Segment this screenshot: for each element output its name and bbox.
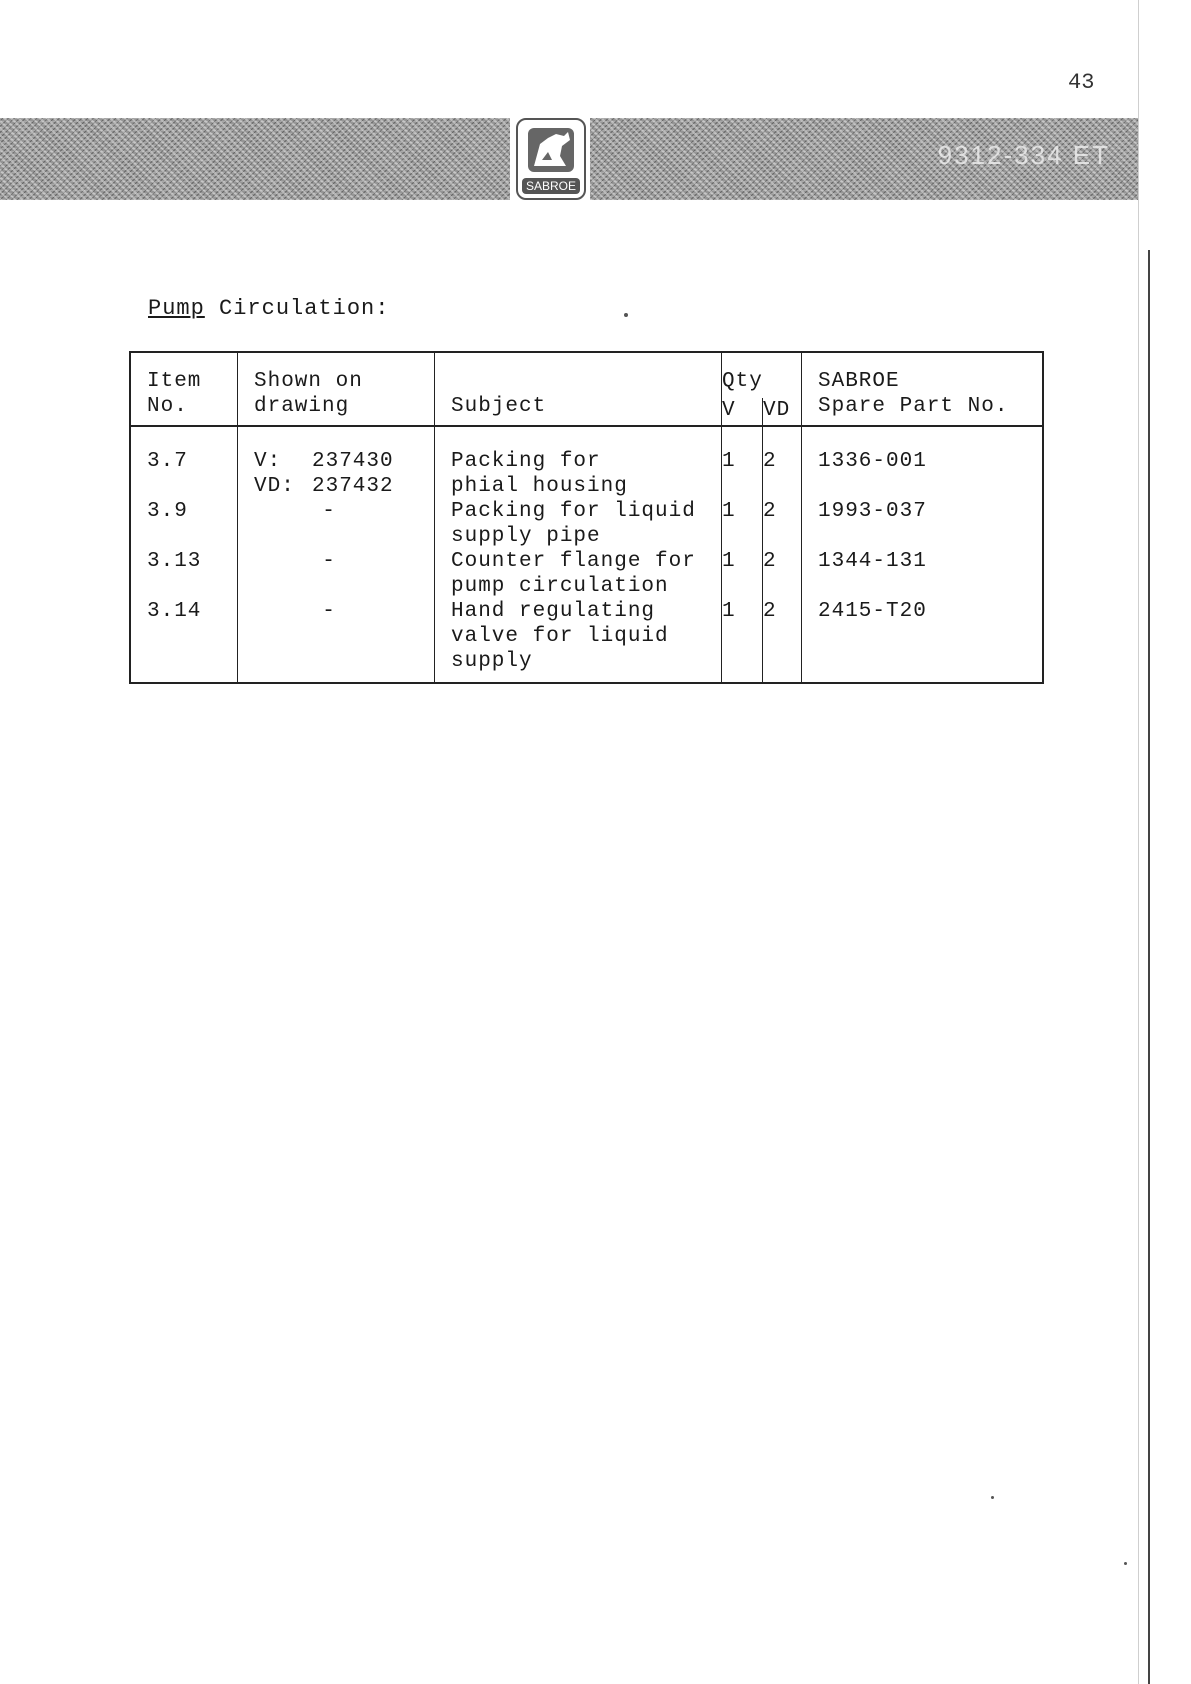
subject-line: Packing for — [451, 450, 601, 473]
header-qty-vd: VD — [763, 398, 802, 426]
shown-pair — [254, 449, 434, 499]
subject-line: Counter flange for — [451, 550, 696, 573]
header-item-no: Item No. — [130, 352, 238, 426]
table-row — [130, 499, 1043, 549]
shown-dash: - — [322, 550, 336, 573]
cell-qty-v: 1 — [722, 426, 763, 499]
header-qty: Qty — [722, 352, 802, 398]
cell-subject — [435, 549, 722, 599]
banner-texture-right — [590, 118, 1138, 200]
cell-qty-vd: 2 — [763, 499, 802, 549]
shown-label: VD: — [254, 475, 295, 498]
banner-texture-left — [0, 118, 510, 200]
cell-part-no: 2415-T20 — [802, 599, 1044, 683]
document-code: 9312-334 ET — [937, 140, 1110, 170]
cell-item: 3.7 — [130, 426, 238, 499]
spare-parts-table — [129, 351, 1044, 684]
subject-line: pump circulation — [451, 575, 669, 598]
binding-margin-line — [1148, 250, 1150, 1684]
cell-item: 3.14 — [130, 599, 238, 683]
table-row — [130, 426, 1043, 499]
shown-value: 237430 — [312, 450, 394, 473]
shown-dash: - — [322, 600, 336, 623]
cell-qty-v: 1 — [722, 499, 763, 549]
section-title-rest: Circulation: — [204, 296, 390, 321]
cell-subject — [435, 426, 722, 499]
cell-item: 3.9 — [130, 499, 238, 549]
cell-qty-v: 1 — [722, 599, 763, 683]
header-subject: Subject — [435, 352, 722, 426]
scan-speck — [991, 1496, 994, 1499]
cell-shown — [238, 499, 435, 549]
subject-line: supply pipe — [451, 525, 601, 548]
cell-part-no: 1344-131 — [802, 549, 1044, 599]
cell-qty-v: 1 — [722, 549, 763, 599]
subject-line: valve for liquid — [451, 625, 669, 648]
cell-qty-vd: 2 — [763, 426, 802, 499]
header-shown-line2: drawing — [254, 395, 350, 418]
header-shown-on-drawing — [238, 352, 435, 426]
section-title-underlined: Pump — [148, 296, 205, 321]
scan-speck — [624, 313, 628, 317]
cell-subject — [435, 599, 722, 683]
cell-shown — [238, 549, 435, 599]
section-title — [148, 296, 389, 321]
cell-shown — [238, 599, 435, 683]
shown-dash: - — [322, 500, 336, 523]
shown-label: V: — [254, 450, 282, 473]
header-banner — [0, 118, 1138, 200]
header-qty-v: V — [722, 398, 763, 426]
table-row — [130, 599, 1043, 683]
subject-line: supply — [451, 650, 533, 673]
sabroe-logo — [516, 118, 586, 200]
page-number: 43 — [1068, 70, 1095, 95]
header-shown-line1: Shown on — [254, 370, 363, 393]
cell-part-no: 1993-037 — [802, 499, 1044, 549]
cell-qty-vd: 2 — [763, 599, 802, 683]
header-spare-part-no — [802, 352, 1044, 426]
logo-label: SABROE — [522, 178, 580, 194]
bear-icon — [526, 126, 576, 174]
page-edge-line — [1138, 0, 1139, 1684]
cell-subject — [435, 499, 722, 549]
header-part-line1: SABROE — [818, 370, 900, 393]
header-part-line2: Spare Part No. — [818, 395, 1009, 418]
table-row — [130, 549, 1043, 599]
cell-item: 3.13 — [130, 549, 238, 599]
cell-part-no: 1336-001 — [802, 426, 1044, 499]
subject-line: Hand regulating — [451, 600, 656, 623]
scan-speck — [1124, 1562, 1127, 1565]
subject-line: Packing for liquid — [451, 500, 696, 523]
shown-value: 237432 — [312, 475, 394, 498]
cell-qty-vd: 2 — [763, 549, 802, 599]
cell-shown — [238, 426, 435, 499]
subject-line: phial housing — [451, 475, 628, 498]
